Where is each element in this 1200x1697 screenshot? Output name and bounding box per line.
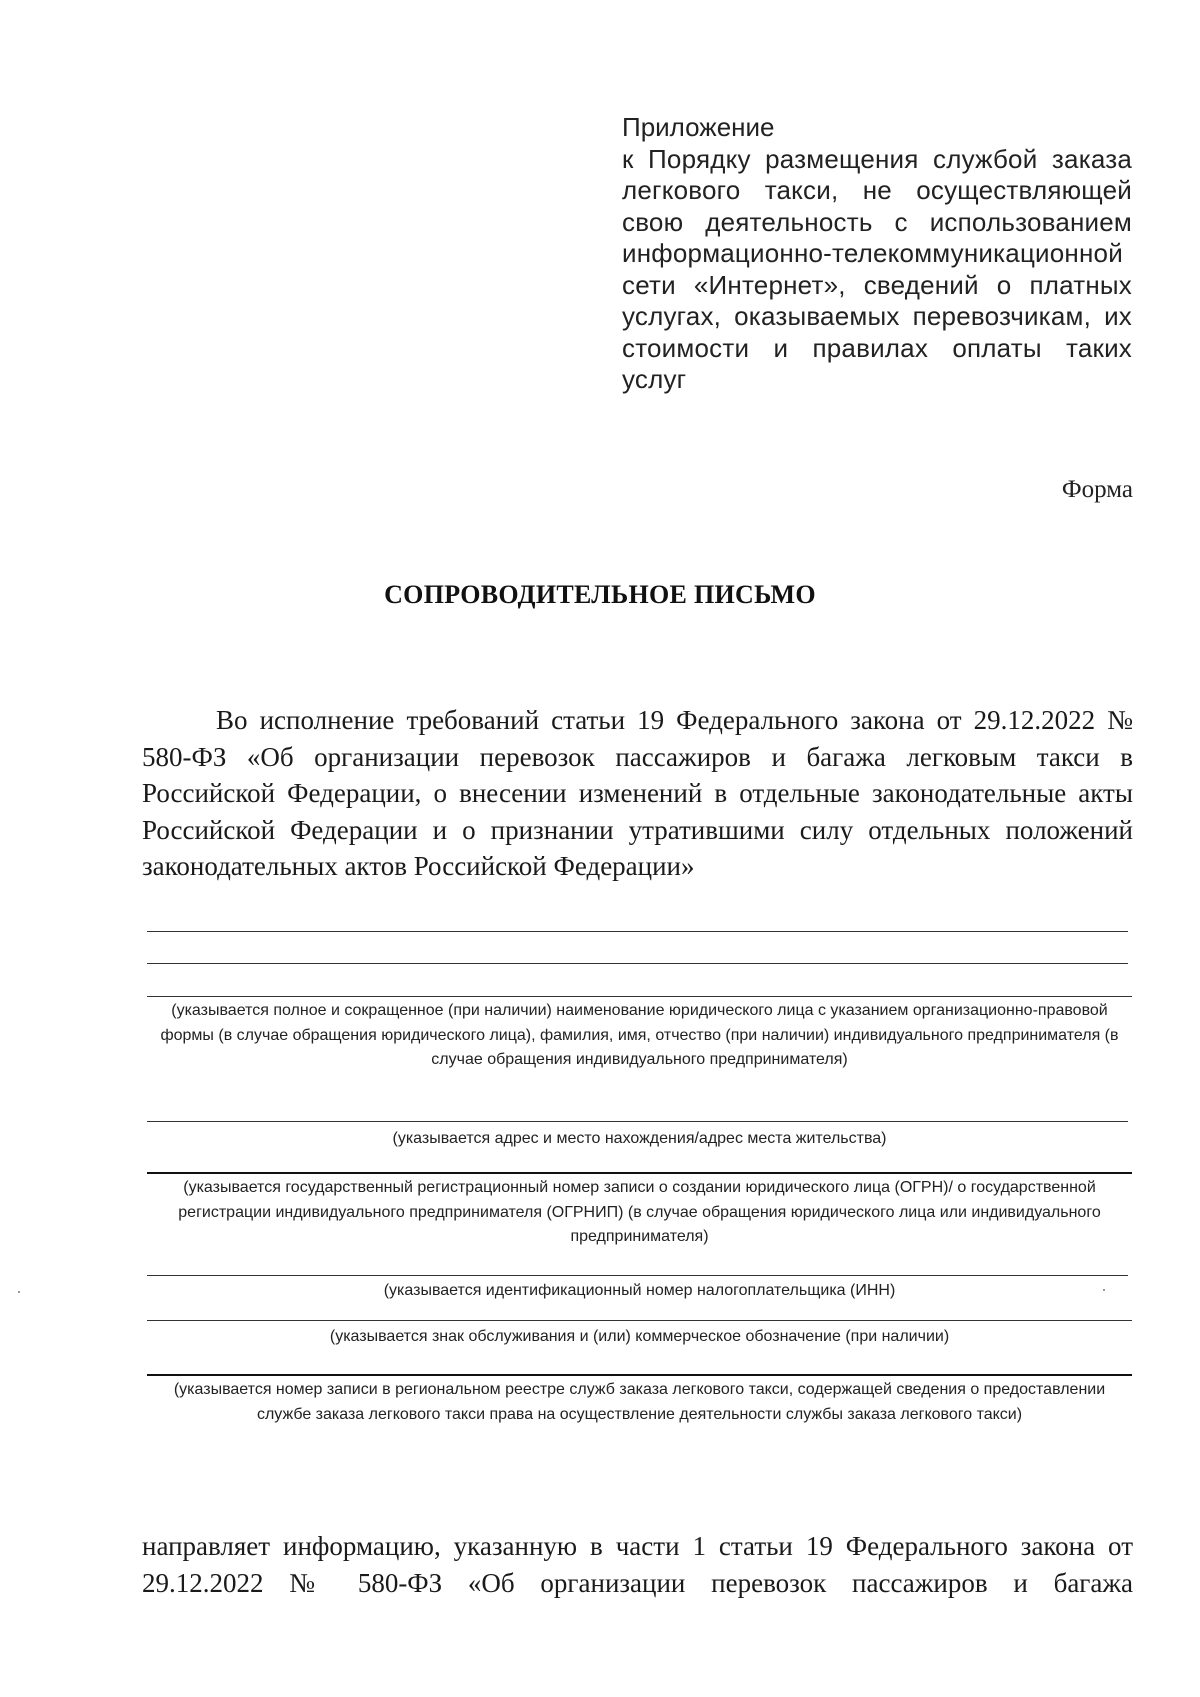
- closing-paragraph: направляет информацию, указанную в части 1 статьи 19 Федерального закона от 29.12.2022 № 580-ФЗ «Об организации перевозок пассажиров и багажа: [142, 1531, 1133, 1598]
- caption-trademark: (указывается знак обслуживания и (или) коммерческое обозначение (при наличии): [329, 1328, 950, 1345]
- blank-line: [147, 1172, 1132, 1174]
- caption-registry: (указывается номер записи в региональном реестре служб заказа легкового такси, содержащей сведения о предоставлении службе заказа легкового такси права на осуществление деятельности службы заказа легкового такси): [173, 1381, 1106, 1423]
- blank-line: [147, 1121, 1128, 1122]
- appendix-block: [622, 112, 1132, 396]
- appendix-title: Приложение: [622, 112, 775, 142]
- blank-line: [147, 931, 1128, 932]
- document-title: СОПРОВОДИТЕЛЬНОЕ ПИСЬМО: [384, 580, 816, 609]
- caption-address: (указывается адрес и место нахождения/адрес места жительства): [392, 1130, 887, 1147]
- scan-speck: [18, 1291, 20, 1293]
- blank-line: [147, 1374, 1132, 1376]
- form-label: Форма: [1061, 476, 1133, 503]
- appendix-text: к Порядку размещения службой заказа легкового такси, не осуществляющей свою деятельность с использованием информационно-телекоммуникационной сети «Интернет», сведений о платных услугах, оказываемых перевозчикам, их стоимости и правилах оплаты таких услуг: [622, 143, 1132, 394]
- blank-line: [147, 963, 1128, 964]
- intro-paragraph: Во исполнение требований статьи 19 Федерального закона от 29.12.2022 № 580-ФЗ «Об организации перевозок пассажиров и багажа легковым такси в Российской Федерации, о внесении изменений в отдельные законодательные акты Российской Федерации и о признании утратившими силу отдельных положений законодательных актов Российской Федерации»: [142, 705, 1133, 881]
- scan-speck: [1103, 1289, 1105, 1291]
- blank-line: [147, 1275, 1128, 1276]
- caption-name: (указывается полное и сокращенное (при наличии) наименование юридического лица с указанием организационно-правовой формы (в случае обращения юридического лица), фамилия, имя, отчество (при наличии) индивидуального предпринимателя (в случае обращения индивидуального предпринимателя): [160, 1002, 1119, 1068]
- blank-line: [147, 996, 1132, 997]
- blank-line: [147, 1320, 1132, 1321]
- caption-inn: (указывается идентификационный номер налогоплательщика (ИНН): [383, 1282, 896, 1299]
- caption-ogrn: (указывается государственный регистрационный номер записи о создании юридического лица (ОГРН)/ о государственной регистрации индивидуального предпринимателя (ОГРНИП) (в случае обращения юридического лица или индивидуального предпринимателя): [178, 1179, 1101, 1245]
